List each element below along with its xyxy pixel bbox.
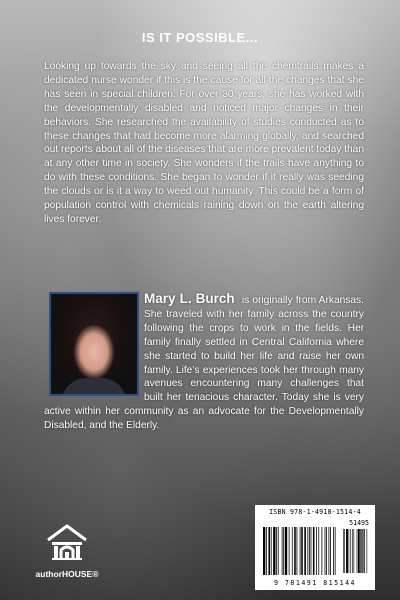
barcode-bar	[273, 527, 275, 575]
barcode-bar	[354, 529, 355, 573]
price-code: 51495	[349, 519, 369, 527]
barcode-bar	[343, 529, 344, 573]
barcode-bar	[294, 527, 296, 575]
barcode-bar	[335, 527, 336, 575]
barcode-bar	[301, 527, 303, 575]
barcode-bar	[350, 529, 351, 573]
barcode-bar	[349, 529, 350, 573]
barcode-bar	[304, 527, 306, 575]
barcode-bar	[307, 527, 308, 575]
barcode-bar	[283, 527, 284, 575]
barcode-bar	[360, 529, 361, 573]
barcode-bar	[318, 527, 319, 575]
barcode-bar	[292, 527, 293, 575]
author-bio	[44, 292, 364, 433]
cover-heading: IS IT POSSIBLE...	[141, 30, 259, 45]
author-bio-text: is originally from Arkansas. She traveled with her family across the country following the crops to work in the fields. Her family finally settled in Central California where she started to build her life and raise her own family. Life’s experiences took her through many avenues encountering many challenges that built her tenacious character. Today she is very active within her community as an advocate for the Developmentally Disabled, and the Elderly.	[44, 295, 364, 432]
barcode-bar	[263, 527, 265, 575]
barcode-bar	[346, 529, 348, 573]
barcode-bar	[333, 527, 334, 575]
publisher-name: authorHOUSE®	[35, 569, 99, 579]
barcode-bar	[326, 527, 327, 575]
barcode-bar	[352, 529, 353, 573]
author-name: Mary L. Burch	[144, 291, 235, 306]
authorhouse-logo-icon	[44, 522, 90, 562]
barcode-bar	[322, 527, 323, 575]
barcode-bar	[282, 527, 283, 575]
barcode-bar	[311, 527, 312, 575]
barcode-bar	[285, 527, 287, 575]
barcode-bar	[316, 527, 317, 575]
barcode-bar	[330, 527, 331, 575]
photo-spacer	[44, 292, 144, 404]
barcode-bar	[289, 527, 290, 575]
barcode-bar	[329, 527, 330, 575]
barcode-bar	[297, 527, 298, 575]
ean-barcode-bars	[255, 505, 375, 590]
isbn-barcode	[255, 505, 375, 590]
barcode-bar	[344, 529, 345, 573]
barcode-bar	[357, 529, 358, 573]
barcode-bar	[358, 529, 360, 573]
barcode-bar	[367, 529, 368, 573]
barcode-bar	[313, 527, 315, 575]
barcode-bar	[309, 527, 310, 575]
book-blurb: Looking up towards the sky and seeing all the chemtrails makes a dedicated nurse wonder if this is the cause for all the changes that she has seen in special children. For over 30 years, she has worked with the developmentally disabled and noticed major changes in their behaviors. She researched the availability of studies conducted as to these changes that had become more alarming globally, and searched out reports about all of the diseases that are more prevalent today than at any other time in society. She wonders if the trails have anything to do with these conditions. She began to wonder if it really was seeding the clouds or is it a way to weed out humanity. This could be a form of population control with chemicals raining down on the earth altering lives forever.	[44, 61, 364, 225]
isbn-text: ISBN 978-1-4918-1514-4	[269, 508, 361, 516]
barcode-bar	[276, 527, 277, 575]
barcode-bar	[363, 529, 364, 573]
barcode-bar	[325, 527, 326, 575]
barcode-bar	[268, 527, 270, 575]
barcode-bar	[271, 527, 272, 575]
barcode-bar	[362, 529, 363, 573]
publisher-logo	[22, 522, 112, 582]
barcode-bar	[266, 527, 267, 575]
barcode-bar	[300, 527, 301, 575]
ean-digits: 9 781491 815144	[273, 579, 357, 587]
barcode-bar	[278, 527, 279, 575]
